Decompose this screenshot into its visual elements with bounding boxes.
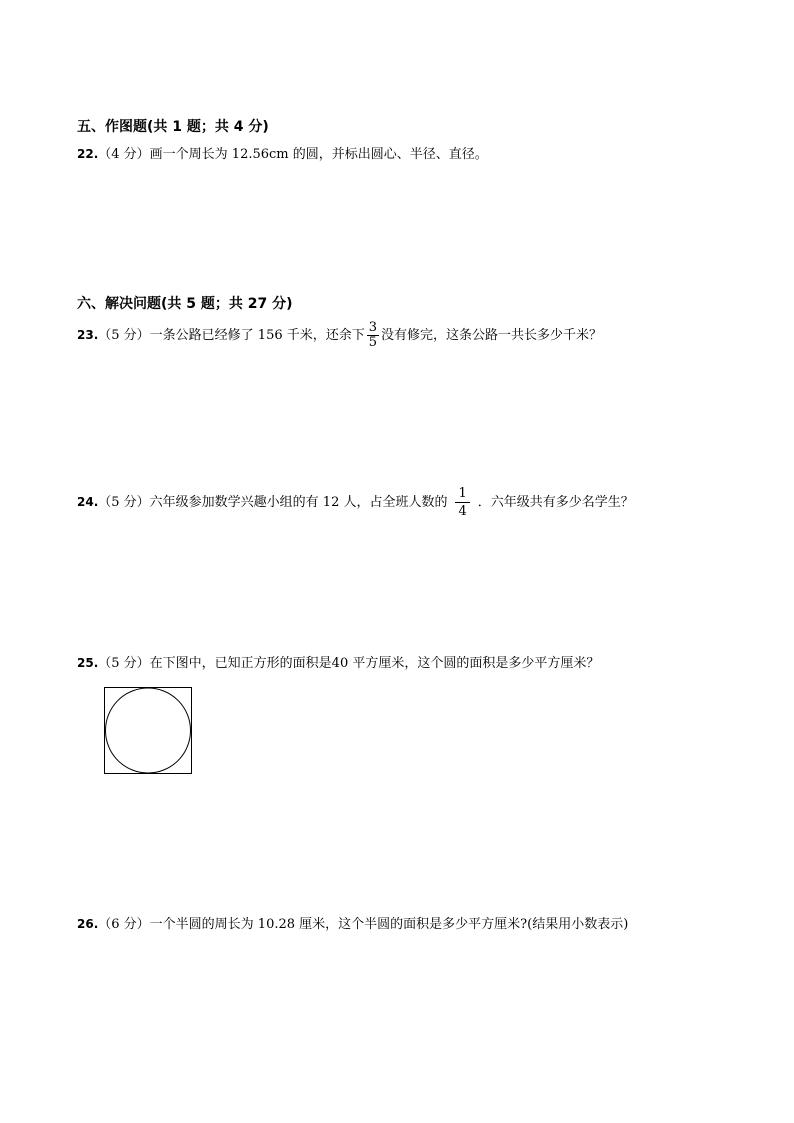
question-22-text: （4 分）画一个周长为 12.56cm 的圆，并标出圆心、半径、直径。 — [98, 147, 488, 162]
question-23-text-before: （5 分）一条公路已经修了 156 千米，还余下 — [98, 328, 365, 343]
question-26-number: 26. — [77, 917, 99, 931]
question-24 — [77, 485, 634, 520]
question-24-text-before: （5 分）六年级参加数学兴趣小组的有 12 人，占全班人数的 — [98, 495, 448, 510]
question-25 — [77, 654, 599, 673]
question-23-fraction-denominator: 5 — [368, 335, 378, 350]
question-22-number: 22. — [77, 147, 99, 161]
question-23 — [77, 321, 602, 350]
question-24-fraction-numerator: 1 — [458, 486, 467, 501]
question-24-number: 24. — [77, 495, 99, 509]
square-with-inscribed-circle-figure — [104, 687, 192, 774]
question-26 — [77, 915, 628, 934]
question-24-text-after: ．六年级共有多少名学生？ — [477, 495, 634, 510]
question-22 — [77, 145, 488, 164]
section-6-title: 六、解决问题(共 5 题；共 27 分) — [77, 296, 293, 312]
question-23-text-after: 没有修完，这条公路一共长多少千米？ — [381, 328, 603, 343]
question-24-fraction — [455, 485, 469, 520]
question-23-number: 23. — [77, 328, 99, 342]
circle-shape — [106, 688, 191, 773]
section-5-title: 五、作图题(共 1 题；共 4 分) — [77, 119, 269, 135]
question-24-fraction-denominator: 4 — [458, 504, 467, 519]
question-23-fraction — [367, 321, 379, 350]
question-25-text: （5 分）在下图中，已知正方形的面积是40 平方厘米，这个圆的面积是多少平方厘米？ — [98, 656, 600, 671]
question-26-text: （6 分）一个半圆的周长为 10.28 厘米，这个半圆的面积是多少平方厘米?(结果用小数表示) — [98, 917, 629, 932]
question-23-fraction-numerator: 3 — [368, 320, 378, 335]
question-25-number: 25. — [77, 656, 99, 670]
